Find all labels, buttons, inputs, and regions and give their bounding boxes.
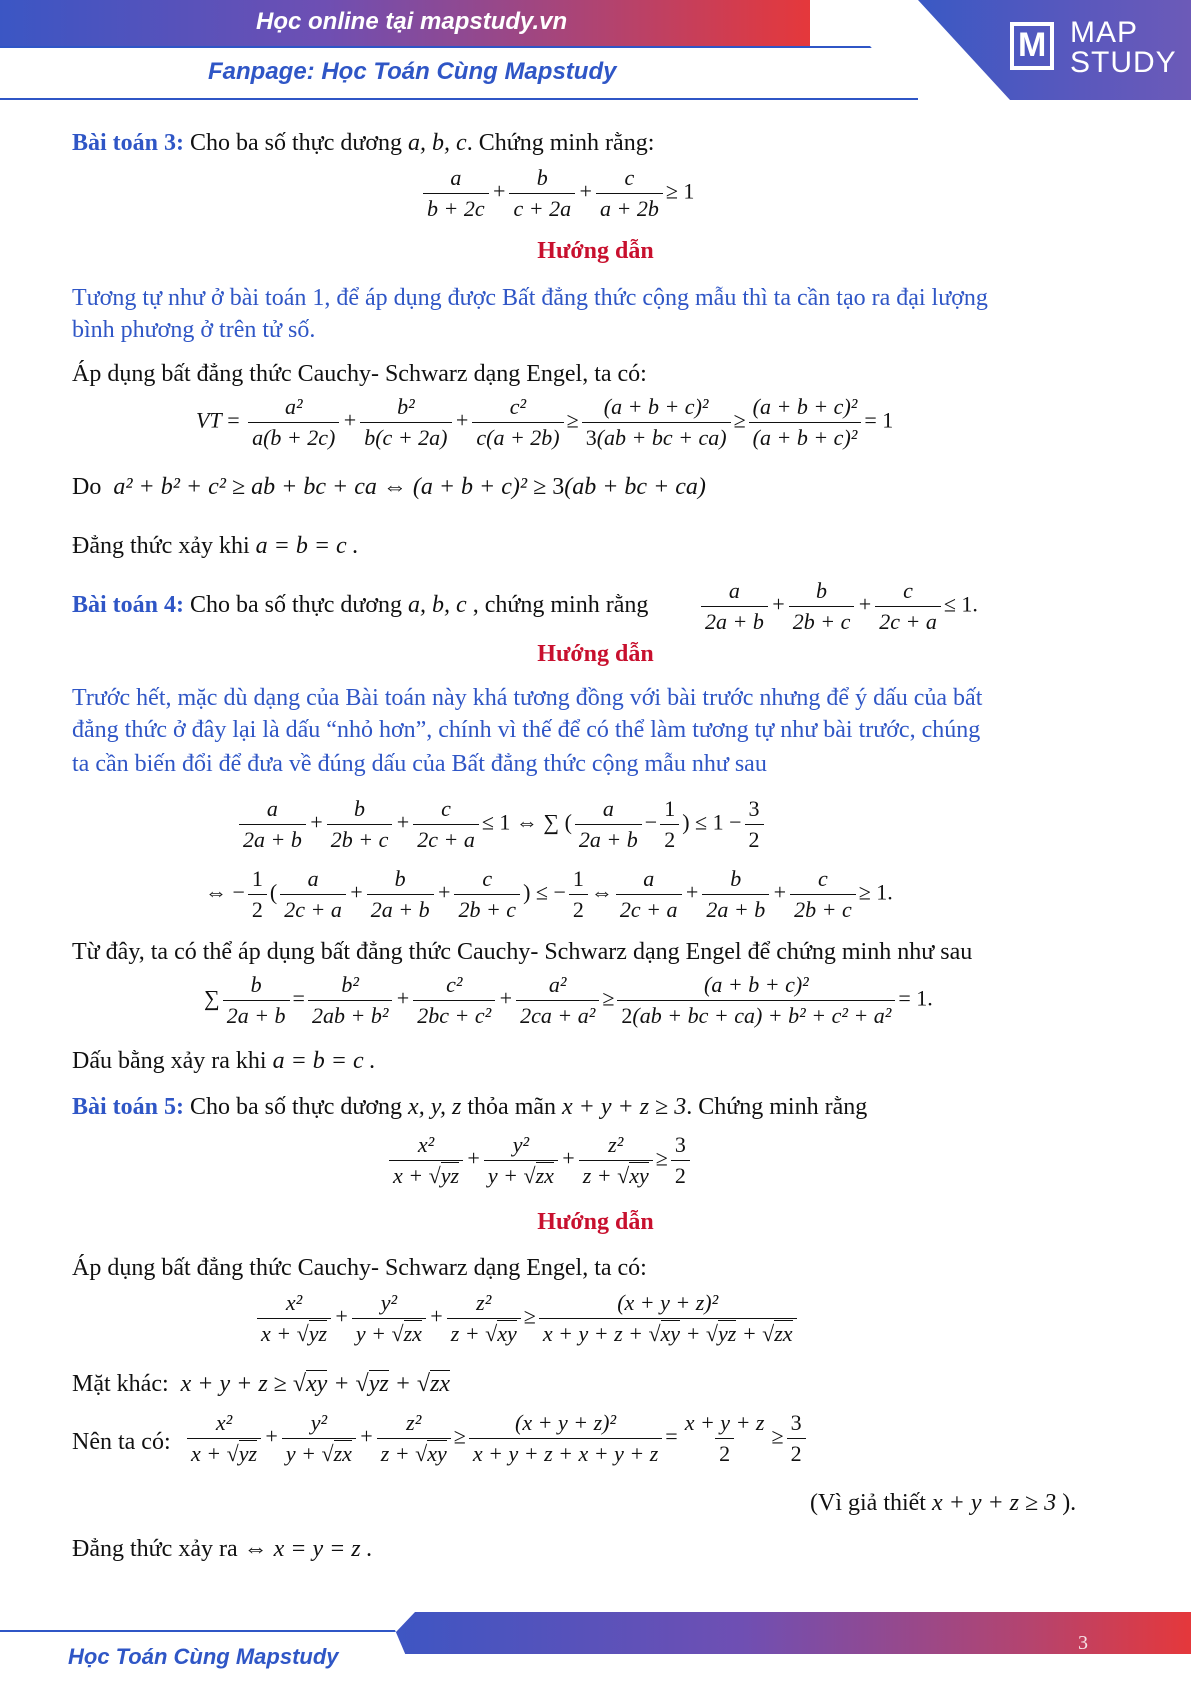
problem-3-label: Bài toán 3: xyxy=(72,130,185,156)
header-site-text: Học online tại mapstudy.vn xyxy=(256,8,568,35)
problem-5-solution-formula-2: $\frac{\text{x²}}{x + √yz}$ + $\frac{\text{y²}}{y + √zx}$ + $\frac{\text{z²}}{z + √xy}$ ≥ $\frac{\text{(x + y + z)²}}{x + y + z + x + y + z}$ = $\frac{x + y + z}{2}$ ≥ $\frac{3}{2}$ xyxy=(184,1410,809,1467)
problem-3-note-line1: Tương tự như ở bài toán 1, để áp dụng được Bất đẳng thức cộng mẫu thì ta cần tạo ra đại lượng xyxy=(72,285,988,311)
logo-text-study: STUDY xyxy=(1070,46,1177,79)
problem-5-formula: $\frac{\text{x²}}{x + √yz}$ + $\frac{\text{y²}}{y + √zx}$ + $\frac{\text{z²}}{z + √xy}$ ≥ $\frac{3}{2}$ xyxy=(386,1132,693,1189)
problem-5-guide-heading: Hướng dẫn xyxy=(537,1209,654,1235)
footer-text: Học Toán Cùng Mapstudy xyxy=(68,1644,339,1669)
problem-4-note-line3: ta cần biến đổi để đưa về đúng dấu của Bất đẳng thức cộng mẫu như sau xyxy=(72,751,767,777)
footer-banner xyxy=(375,1612,1191,1654)
problem-4-from-here: Từ đây, ta có thể áp dụng bất đẳng thức Cauchy- Schwarz dạng Engel để chứng minh như sau xyxy=(72,939,973,965)
logo-mark-letter: M xyxy=(1018,26,1047,64)
header-divider xyxy=(0,98,918,100)
problem-3-do-line: Do a² + b² + c² ≥ ab + bc + ca ⇔ (a + b + c)² ≥ 3(ab + bc + ca) xyxy=(72,474,706,500)
problem-3-formula: $\frac{a}{b + 2c}$ + $\frac{b}{c + 2a}$ + $\frac{c}{a + 2b}$ ≥ 1 xyxy=(420,165,694,222)
problem-4-equality: Dấu bằng xảy ra khi a = b = c . xyxy=(72,1048,376,1074)
problem-5-solution-formula-1: $\frac{\text{x²}}{x + √yz}$ + $\frac{\text{y²}}{y + √zx}$ + $\frac{\text{z²}}{z + √xy}$ ≥ $\frac{\text{(x + y + z)²}}{x + y + z + √xy + √yz + √zx}$ xyxy=(254,1290,800,1347)
problem-3-note-line2: bình phương ở trên tử số. xyxy=(72,317,316,343)
problem-3-equality: Đẳng thức xảy khi a = b = c . xyxy=(72,533,359,559)
problem-5-because: (Vì giả thiết x + y + z ≥ 3 ). xyxy=(810,1490,1077,1516)
header-fanpage-text: Fanpage: Học Toán Cùng Mapstudy xyxy=(208,58,617,85)
logo-text-map: MAP xyxy=(1070,16,1139,49)
problem-5-other: Mặt khác: x + y + z ≥ √xy + √yz + √zx xyxy=(72,1371,451,1397)
problem-5-label: Bài toán 5: xyxy=(72,1094,185,1120)
problem-4-note-line1: Trước hết, mặc dù dạng của Bài toán này khá tương đồng với bài trước nhưng để ý dấu của bất xyxy=(72,685,983,711)
problem-3-statement: Bài toán 3: Cho ba số thực dương a, b, c. Chứng minh rằng: xyxy=(72,130,655,156)
page-number: 3 xyxy=(1078,1632,1088,1654)
problem-4-guide-heading: Hướng dẫn xyxy=(537,641,654,667)
problem-3-guide-heading: Hướng dẫn xyxy=(537,238,654,264)
problem-4-transform-2: ⇔ − $\frac{1}{2}$ ( $\frac{a}{2c + a}$ + $\frac{b}{2a + b}$ + $\frac{c}{2b + c}$ ) ≤ − $\frac{1}{2}$ ⇔ $\frac{a}{2c + a}$ + $\frac{b}{2a + b}$ + $\frac{c}{2b + c}$ ≥ 1. xyxy=(205,866,893,922)
problem-3-solution-formula: VT = $\frac{\text{a²}}{a(b + 2c)}$ + $\frac{\text{b²}}{b(c + 2a)}$ + $\frac{\text{c²}}{c(a + 2b)}$ ≥ $\frac{\text{(a + b + c)²}}{3(ab + bc + ca)}$ ≥ $\frac{\text{(a + b + c)²}}{\text{(a + b + c)²}}$ = 1 xyxy=(196,394,894,450)
problem-3-apply: Áp dụng bất đẳng thức Cauchy- Schwarz dạng Engel, ta có: xyxy=(72,361,647,387)
problem-4-note-line2: đẳng thức ở đây lại là dấu “nhỏ hơn”, chính vì thế để có thể làm tương tự như bài trước, chúng xyxy=(72,717,981,743)
problem-5-equality: Đẳng thức xảy ra ⇔ x = y = z . xyxy=(72,1536,373,1562)
problem-4-transform-1: $\frac{a}{2a + b}$ + $\frac{b}{2b + c}$ + $\frac{c}{2c + a}$ ≤ 1 ⇔ ∑ ( $\frac{a}{2a + b}$ − $\frac{1}{2}$ ) ≤ 1 − $\frac{3}{2}$ xyxy=(236,796,767,853)
problem-5-so-label: Nên ta có: xyxy=(72,1429,171,1455)
problem-4-label: Bài toán 4: xyxy=(72,592,185,618)
problem-4-solution-formula: ∑ $\frac{b}{2a + b}$ = $\frac{\text{b²}}{\text{2ab + b²}}$ + $\frac{\text{c²}}{\text{2bc + c²}}$ + $\frac{\text{a²}}{\text{2ca + a²}}$ ≥ $\frac{\text{(a + b + c)²}}{\text{2(ab + bc + ca) + b² + c² + a²}}$ = 1. xyxy=(204,972,933,1028)
problem-4-formula: $\frac{a}{2a + b}$ + $\frac{b}{2b + c}$ + $\frac{c}{2c + a}$ ≤ 1. xyxy=(698,578,978,635)
problem-5-apply: Áp dụng bất đẳng thức Cauchy- Schwarz dạng Engel, ta có: xyxy=(72,1255,647,1281)
problem-5-statement: Bài toán 5: Cho ba số thực dương x, y, z thỏa mãn x + y + z ≥ 3. Chứng minh rằng xyxy=(72,1094,868,1120)
problem-4-statement: Bài toán 4: Cho ba số thực dương a, b, c , chứng minh rằng xyxy=(72,592,649,618)
